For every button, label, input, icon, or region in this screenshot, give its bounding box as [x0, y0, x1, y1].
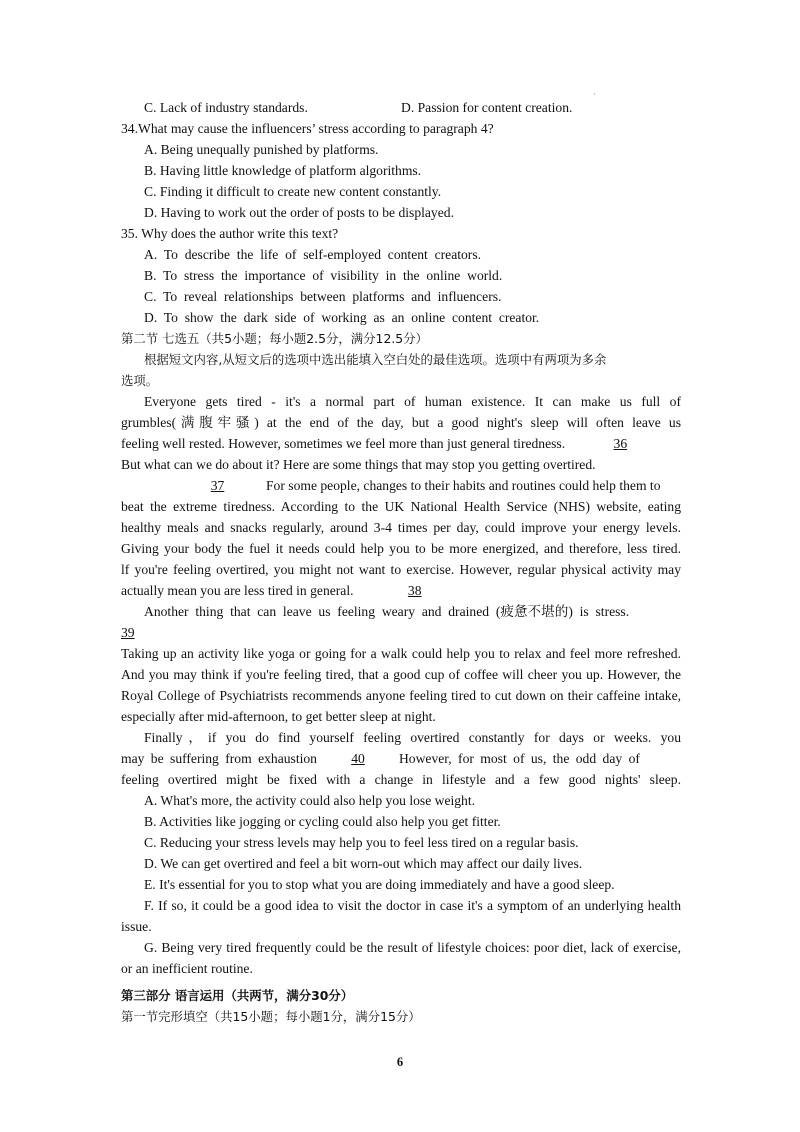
passage-p2-line3: healthy meals and snacks regularly, around 3-4 times per day, could improve your energy levels. [121, 520, 681, 535]
scan-speck: · [593, 90, 596, 99]
q35-stem: 35. Why does the author write this text? [121, 226, 339, 241]
q34-option-d: D. Having to work out the order of posts to be displayed. [144, 205, 454, 220]
q35-option-c: C. To reveal relationships between platforms and influencers. [144, 289, 502, 304]
passage-p3-line4: Royal College of Psychiatrists recommends anyone feeling tired to cut down on their caffeine intake, [121, 688, 681, 703]
blank-39-underline [629, 601, 647, 622]
passage-p3-line5: especially after mid-afternoon, to get better sleep at night. [121, 709, 436, 724]
section2-instruction-line1: 根据短文内容,从短文后的选项中选出能填入空白处的最佳选项。选项中有两项为多余 [144, 352, 607, 367]
q35-option-b: B. To stress the importance of visibility in the online world. [144, 268, 503, 283]
choice-g-line1: G. Being very tired frequently could be the result of lifestyle choices: poor diet, lack of exercise, [144, 940, 681, 955]
q35-option-a: A. To describe the life of self-employed content creators. [144, 247, 482, 262]
blank-38: 38 [407, 583, 422, 598]
passage-p3-line1-text: Another thing that can leave us feeling weary and drained (疲惫不堪的) is stress. [144, 604, 630, 619]
passage-p4-line2-post: However, for most of us, the odd day of [398, 751, 640, 766]
q35-option-d: D. To show the dark side of working as an online content creator. [144, 310, 540, 325]
page-content [121, 97, 681, 1027]
part3-section1-heading: 第一节完形填空（共15小题；每小题1分，满分15分） [121, 1009, 421, 1024]
passage-p1-line4: But what can we do about it? Here are some things that may stop you getting overtired. [121, 457, 596, 472]
choice-f-line1: F. If so, it could be a good idea to visit the doctor in case it's a symptom of an underlying health [144, 898, 681, 913]
passage-p2-line4: Giving your body the fuel it needs could help you to be more energized, and therefore, less tired. [121, 541, 681, 556]
q33-option-c: C. Lack of industry standards. [144, 100, 308, 115]
choice-d: D. We can get overtired and feel a bit worn-out which may affect our daily lives. [144, 856, 583, 871]
passage-p3-line2: Taking up an activity like yoga or going for a walk could help you to relax and feel more refreshed. [121, 646, 681, 661]
choice-a: A. What's more, the activity could also help you lose weight. [144, 793, 476, 808]
passage-p2-line1 [121, 475, 681, 496]
q34-option-b: B. Having little knowledge of platform algorithms. [144, 163, 422, 178]
passage-p4-line3: feeling overtired might be fixed with a change in lifestyle and a few good nights' sleep. [121, 772, 681, 787]
blank-37: 37 [210, 478, 225, 493]
passage-p3-line1 [121, 601, 681, 622]
passage-p1-line1: Everyone gets tired - it's a normal part of human existence. It can make us full of [144, 394, 681, 409]
passage-p1-line2: grumbles(满腹牢骚) at the end of the day, but a good night's sleep will often leave us [121, 415, 681, 430]
q34-option-a: A. Being unequally punished by platforms. [144, 142, 379, 157]
choice-g-line2: or an inefficient routine. [121, 961, 253, 976]
passage-p2-line1-text: For some people, changes to their habits and routines could help them to [266, 478, 661, 493]
part3-heading: 第三部分 语言运用（共两节，满分30分） [121, 988, 354, 1003]
passage-p2-line6 [121, 580, 681, 601]
passage-p3-blank-line [121, 622, 681, 643]
passage-p4-line2 [121, 748, 681, 769]
q34-option-c: C. Finding it difficult to create new content constantly. [144, 184, 442, 199]
page-number: 6 [396, 1055, 404, 1069]
choice-f-line2: issue. [121, 919, 152, 934]
blank-39: 39 [121, 625, 135, 640]
q33-option-d: D. Passion for content creation. [401, 100, 573, 115]
passage-p2-line5: lf you're feeling overtired, you might not want to exercise. However, regular physical activity may [121, 562, 681, 577]
passage-p3-line3: And you may think if you're feeling tired, that a good cup of coffee will cheer you up. However, the [121, 667, 681, 682]
blank-40: 40 [351, 751, 365, 766]
choice-b: B. Activities like jogging or cycling could also help you get fitter. [144, 814, 501, 829]
q34-stem: 34.What may cause the influencers’ stress according to paragraph 4? [121, 121, 494, 136]
passage-p1-line3-text: feeling well rested. However, sometimes we feel more than just general tiredness. [121, 436, 566, 451]
choice-c: C. Reducing your stress levels may help you to feel less tired on a regular basis. [144, 835, 579, 850]
blank-36: 36 [613, 436, 628, 451]
q33-options-cd [121, 97, 681, 118]
passage-p4-line2-pre: may be suffering from exhaustion [121, 751, 317, 766]
passage-p2-line6-text: actually mean you are less tired in general. [121, 583, 354, 598]
choice-e: E. It's essential for you to stop what you are doing immediately and have a good sleep. [144, 877, 615, 892]
section2-instruction-line2: 选项。 [121, 373, 159, 388]
passage-p1-line3 [121, 433, 681, 454]
section2-heading: 第二节 七选五（共5小题；每小题2.5分，满分12.5分） [121, 331, 428, 346]
passage-p2-line2: beat the extreme tiredness. According to the UK National Health Service (NHS) website, eating [121, 499, 681, 514]
passage-p4-line1: Finally，if you do find yourself feeling overtired constantly for days or weeks. you [144, 730, 681, 745]
